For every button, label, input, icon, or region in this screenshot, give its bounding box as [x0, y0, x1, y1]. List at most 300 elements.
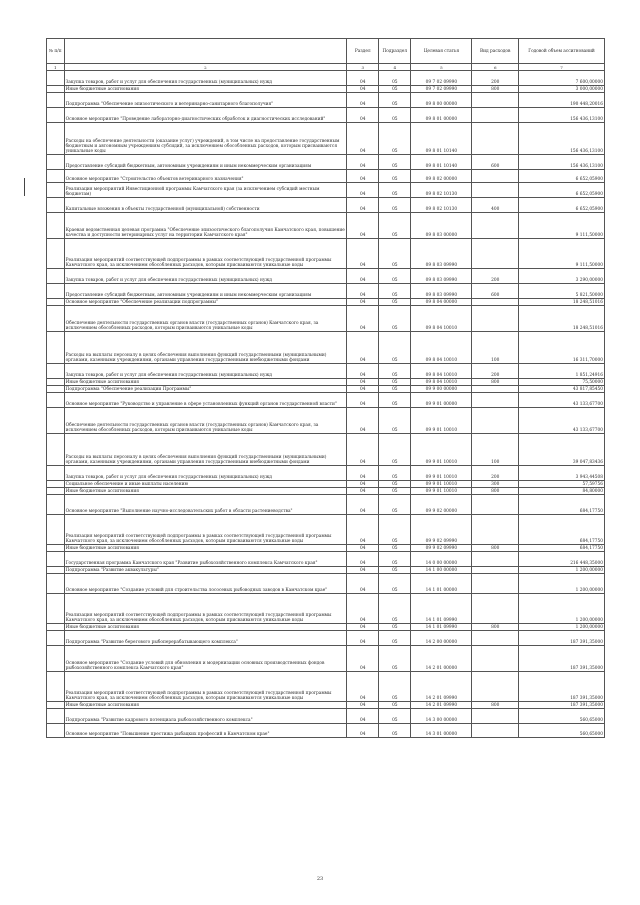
row-index-cell [47, 481, 65, 488]
row-vr-cell [472, 183, 519, 198]
row-vr-cell: 200 [472, 269, 519, 284]
row-sum-cell: 3 290,00000 [519, 269, 605, 284]
row-sum-cell: 6 652,05900 [519, 183, 605, 198]
row-csr-cell: 14 2 01 09990 [411, 672, 472, 702]
table-row [47, 379, 605, 386]
row-podrazdel-cell: 05 [379, 239, 411, 269]
row-csr-cell: 14 1 00 00000 [411, 567, 472, 574]
row-csr-cell: 09 9 02 09990 [411, 545, 472, 552]
row-name-cell: Закупка товаров, работ и услуг для обеспечения государственных (муниципальных) нужд [64, 269, 347, 284]
row-sum-cell: 1 200,00000 [519, 567, 605, 574]
row-vr-cell: 200 [472, 71, 519, 86]
row-index-cell [47, 213, 65, 239]
page-number: 23 [316, 876, 324, 882]
row-index-cell [47, 408, 65, 434]
row-podrazdel-cell: 05 [379, 170, 411, 183]
row-name-cell: Реализация мероприятий соответствующей подпрограммы в рамках соответствующей государственной программы Камчатского края, за исключением обособленных расходов, которым присваиваются уникальные коды [64, 594, 347, 624]
row-index-cell [47, 155, 65, 170]
row-sum-cell: 6 652,05900 [519, 170, 605, 183]
row-razdel-cell: 04 [347, 646, 379, 672]
header-razdel: Раздел [347, 39, 379, 64]
table-row [47, 393, 605, 408]
row-razdel-cell: 04 [347, 170, 379, 183]
row-index-cell [47, 123, 65, 155]
row-podrazdel-cell: 05 [379, 386, 411, 393]
table-row [47, 213, 605, 239]
row-vr-cell [472, 93, 519, 108]
row-index-cell [47, 624, 65, 631]
row-csr-cell: 09 9 01 10010 [411, 434, 472, 466]
row-csr-cell: 09 9 00 00000 [411, 386, 472, 393]
row-razdel-cell: 04 [347, 466, 379, 481]
table-row [47, 93, 605, 108]
row-sum-cell: 1 200,00000 [519, 594, 605, 624]
row-index-cell [47, 567, 65, 574]
row-razdel-cell: 04 [347, 284, 379, 299]
row-sum-cell: 43 817,85450 [519, 386, 605, 393]
row-razdel-cell: 04 [347, 155, 379, 170]
row-csr-cell: 09 8 03 09990 [411, 284, 472, 299]
row-razdel-cell: 04 [347, 86, 379, 93]
row-razdel-cell: 04 [347, 198, 379, 213]
row-razdel-cell: 04 [347, 213, 379, 239]
row-vr-cell [472, 239, 519, 269]
row-razdel-cell: 04 [347, 269, 379, 284]
row-vr-cell [472, 567, 519, 574]
row-razdel-cell: 04 [347, 552, 379, 567]
header-csr: Целевая статья [411, 39, 472, 64]
row-sum-cell: 216 448,35000 [519, 552, 605, 567]
table-body [47, 71, 605, 738]
table-row [47, 594, 605, 624]
row-index-cell [47, 552, 65, 567]
row-razdel-cell: 04 [347, 386, 379, 393]
row-vr-cell: 800 [472, 379, 519, 386]
row-csr-cell: 14 3 00 00000 [411, 709, 472, 724]
row-vr-cell [472, 631, 519, 646]
row-csr-cell: 09 9 02 09990 [411, 515, 472, 545]
table-row [47, 155, 605, 170]
row-sum-cell: 7 600,00000 [519, 71, 605, 86]
row-name-cell: Иные бюджетные ассигнования [64, 379, 347, 386]
row-name-cell: Краевая ведомственная целевая программа "Обеспечение эпизоотического благополучия Камчатского края, повышение качества и доступности ветеринарных услуг на территории Камчатского края" [64, 213, 347, 239]
column-number: 4 [379, 64, 411, 71]
row-name-cell: Иные бюджетные ассигнования [64, 545, 347, 552]
table-row [47, 702, 605, 709]
row-vr-cell: 800 [472, 624, 519, 631]
row-name-cell: Расходы на выплаты персоналу в целях обеспечения выполнения функций государственными (муниципальными) органами, казенными учреждениями, органами управления государственными внебюджетными фондами [64, 434, 347, 466]
row-podrazdel-cell: 05 [379, 574, 411, 594]
row-name-cell: Подпрограмма "Обеспечение реализации Программы" [64, 386, 347, 393]
row-index-cell [47, 724, 65, 738]
row-razdel-cell: 04 [347, 709, 379, 724]
row-vr-cell [472, 170, 519, 183]
row-podrazdel-cell: 05 [379, 284, 411, 299]
row-name-cell: Основное мероприятие "Строительство объектов ветеринарного назначения" [64, 170, 347, 183]
row-csr-cell: 09 9 01 00000 [411, 393, 472, 408]
row-index-cell [47, 93, 65, 108]
row-vr-cell [472, 574, 519, 594]
row-index-cell [47, 574, 65, 594]
row-csr-cell: 09 8 02 10130 [411, 183, 472, 198]
row-name-cell: Подпрограмма "Обеспечение эпизоотического и ветеринарно-санитарного благополучия" [64, 93, 347, 108]
row-razdel-cell: 04 [347, 379, 379, 386]
table-row [47, 567, 605, 574]
row-podrazdel-cell: 05 [379, 198, 411, 213]
row-csr-cell: 09 8 03 09990 [411, 269, 472, 284]
row-csr-cell: 14 2 01 09990 [411, 702, 472, 709]
row-index-cell [47, 108, 65, 123]
row-razdel-cell: 04 [347, 393, 379, 408]
row-podrazdel-cell: 05 [379, 306, 411, 332]
row-name-cell: Подпрограмма "Развитие кадрового потенциала рыбохозяйственного комплекса" [64, 709, 347, 724]
table-row [47, 481, 605, 488]
column-number: 7 [519, 64, 605, 71]
row-name-cell: Основное мероприятие "Повышение престижа рыбацких профессий в Камчатском крае" [64, 724, 347, 738]
table-row [47, 672, 605, 702]
row-razdel-cell: 04 [347, 567, 379, 574]
row-vr-cell: 800 [472, 702, 519, 709]
row-csr-cell: 14 1 01 09990 [411, 624, 472, 631]
row-podrazdel-cell: 05 [379, 672, 411, 702]
column-number: 2 [64, 64, 347, 71]
table-row [47, 434, 605, 466]
row-index-cell [47, 488, 65, 495]
row-sum-cell: 156 436,13100 [519, 155, 605, 170]
row-name-cell: Расходы на выплаты персоналу в целях обеспечения выполнения функций государственными (муниципальными) органами, казенными учреждениями, органами управления государственными внебюджетными фондами [64, 332, 347, 364]
budget-table [46, 38, 605, 738]
row-razdel-cell: 04 [347, 93, 379, 108]
row-index-cell [47, 364, 65, 379]
column-number: 5 [411, 64, 472, 71]
table-row [47, 709, 605, 724]
row-razdel-cell: 04 [347, 624, 379, 631]
row-index-cell [47, 170, 65, 183]
row-name-cell: Иные бюджетные ассигнования [64, 488, 347, 495]
row-csr-cell: 14 2 00 00000 [411, 631, 472, 646]
row-vr-cell [472, 646, 519, 672]
row-razdel-cell: 04 [347, 434, 379, 466]
row-razdel-cell: 04 [347, 332, 379, 364]
row-podrazdel-cell: 05 [379, 646, 411, 672]
column-number: 6 [472, 64, 519, 71]
row-vr-cell [472, 123, 519, 155]
row-index-cell [47, 379, 65, 386]
row-vr-cell: 800 [472, 488, 519, 495]
row-razdel-cell: 04 [347, 364, 379, 379]
row-sum-cell: 9 111,50000 [519, 239, 605, 269]
row-index-cell [47, 495, 65, 515]
row-name-cell: Основное мероприятие "Проведение лабораторно-диагностических обработок и диагностических исследований" [64, 108, 347, 123]
row-podrazdel-cell: 05 [379, 93, 411, 108]
table-row [47, 108, 605, 123]
row-sum-cell: 684,17750 [519, 545, 605, 552]
row-name-cell: Основное мероприятие "Обеспечение реализации подпрограммы" [64, 299, 347, 306]
row-csr-cell: 09 9 01 10010 [411, 488, 472, 495]
row-name-cell: Основное мероприятие "Выполнение научно-исследовательских работ в области растениеводства" [64, 495, 347, 515]
row-index-cell [47, 545, 65, 552]
row-vr-cell [472, 386, 519, 393]
row-csr-cell: 09 8 01 10140 [411, 155, 472, 170]
row-name-cell: Предоставление субсидий бюджетным, автономным учреждениям и иным некоммерческим организациям [64, 284, 347, 299]
row-csr-cell: 09 8 02 00000 [411, 170, 472, 183]
row-index-cell [47, 594, 65, 624]
table-header-row [47, 39, 605, 64]
row-csr-cell: 09 8 01 10140 [411, 123, 472, 155]
row-index-cell [47, 515, 65, 545]
header-podrazdel: Подраздел [379, 39, 411, 64]
row-csr-cell: 14 3 01 00000 [411, 724, 472, 738]
row-podrazdel-cell: 05 [379, 481, 411, 488]
table-row [47, 724, 605, 738]
row-csr-cell: 09 8 04 00000 [411, 299, 472, 306]
row-index-cell [47, 269, 65, 284]
row-name-cell: Подпрограмма "Развитие аквакультуры" [64, 567, 347, 574]
row-podrazdel-cell: 05 [379, 269, 411, 284]
row-razdel-cell: 04 [347, 108, 379, 123]
row-index-cell [47, 284, 65, 299]
row-sum-cell: 684,17750 [519, 515, 605, 545]
row-vr-cell: 600 [472, 155, 519, 170]
table-row [47, 364, 605, 379]
row-razdel-cell: 04 [347, 631, 379, 646]
row-razdel-cell: 04 [347, 574, 379, 594]
row-index-cell [47, 71, 65, 86]
row-podrazdel-cell: 05 [379, 567, 411, 574]
table-row [47, 631, 605, 646]
row-sum-cell: 187 391,35000 [519, 702, 605, 709]
row-csr-cell: 09 9 01 10010 [411, 466, 472, 481]
row-podrazdel-cell: 05 [379, 108, 411, 123]
row-vr-cell: 600 [472, 284, 519, 299]
table-row [47, 488, 605, 495]
row-index-cell [47, 198, 65, 213]
row-index-cell [47, 299, 65, 306]
row-podrazdel-cell: 05 [379, 86, 411, 93]
table-row [47, 408, 605, 434]
row-csr-cell: 09 9 01 10010 [411, 481, 472, 488]
row-vr-cell [472, 709, 519, 724]
row-index-cell [47, 386, 65, 393]
row-vr-cell [472, 552, 519, 567]
row-vr-cell: 200 [472, 466, 519, 481]
row-vr-cell [472, 594, 519, 624]
row-index-cell [47, 466, 65, 481]
row-name-cell: Закупка товаров, работ и услуг для обеспечения государственных (муниципальных) нужд [64, 71, 347, 86]
row-csr-cell: 09 9 01 10010 [411, 408, 472, 434]
row-index-cell [47, 239, 65, 269]
row-podrazdel-cell: 05 [379, 495, 411, 515]
row-podrazdel-cell: 05 [379, 408, 411, 434]
row-podrazdel-cell: 05 [379, 155, 411, 170]
row-razdel-cell: 04 [347, 239, 379, 269]
row-razdel-cell: 04 [347, 481, 379, 488]
table-row [47, 284, 605, 299]
row-razdel-cell: 04 [347, 488, 379, 495]
row-index-cell [47, 393, 65, 408]
row-sum-cell: 3 943,44508 [519, 466, 605, 481]
row-podrazdel-cell: 05 [379, 702, 411, 709]
row-sum-cell: 18 248,51016 [519, 299, 605, 306]
row-razdel-cell: 04 [347, 306, 379, 332]
row-csr-cell: 09 8 02 10130 [411, 198, 472, 213]
row-razdel-cell: 04 [347, 408, 379, 434]
row-index-cell [47, 631, 65, 646]
row-sum-cell: 9 111,50000 [519, 213, 605, 239]
row-sum-cell: 156 436,13100 [519, 123, 605, 155]
row-vr-cell [472, 495, 519, 515]
table-row [47, 198, 605, 213]
row-sum-cell: 84,80000 [519, 488, 605, 495]
row-podrazdel-cell: 05 [379, 724, 411, 738]
row-podrazdel-cell: 05 [379, 594, 411, 624]
row-name-cell: Закупка товаров, работ и услуг для обеспечения государственных (муниципальных) нужд [64, 364, 347, 379]
row-sum-cell: 43 133,67700 [519, 393, 605, 408]
row-name-cell: Реализация мероприятий соответствующей подпрограммы в рамках соответствующей государственной программы Камчатского края, за исключением обособленных расходов, которым присваиваются уникальные коды [64, 239, 347, 269]
row-razdel-cell: 04 [347, 724, 379, 738]
row-razdel-cell: 04 [347, 495, 379, 515]
row-sum-cell: 6 652,05900 [519, 198, 605, 213]
row-name-cell: Государственная программа Камчатского края "Развитие рыбохозяйственного комплекса Камчатского края" [64, 552, 347, 567]
row-razdel-cell: 04 [347, 672, 379, 702]
row-index-cell [47, 709, 65, 724]
column-numbers-row [47, 64, 605, 71]
row-sum-cell: 75,50000 [519, 379, 605, 386]
table-row [47, 299, 605, 306]
row-csr-cell: 14 2 01 00000 [411, 646, 472, 672]
row-name-cell: Обеспечение деятельности государственных органов власти (государственных органов) Камчатского края, за исключением обособленных расходов, которым присваиваются уникальные коды [64, 306, 347, 332]
row-csr-cell: 14 0 00 00000 [411, 552, 472, 567]
column-number: 1 [47, 64, 65, 71]
header-name [64, 39, 347, 64]
row-name-cell: Капитальные вложения в объекты государственной (муниципальной) собственности [64, 198, 347, 213]
row-podrazdel-cell: 05 [379, 552, 411, 567]
table-row [47, 306, 605, 332]
row-sum-cell: 3 000,00000 [519, 86, 605, 93]
row-index-cell [47, 332, 65, 364]
row-razdel-cell: 04 [347, 702, 379, 709]
row-name-cell: Закупка товаров, работ и услуг для обеспечения государственных (муниципальных) нужд [64, 466, 347, 481]
row-podrazdel-cell: 05 [379, 515, 411, 545]
row-name-cell: Иные бюджетные ассигнования [64, 86, 347, 93]
column-number: 3 [347, 64, 379, 71]
table-row [47, 466, 605, 481]
row-index-cell [47, 183, 65, 198]
row-vr-cell [472, 408, 519, 434]
table-row [47, 386, 605, 393]
row-vr-cell: 800 [472, 545, 519, 552]
row-podrazdel-cell: 05 [379, 364, 411, 379]
row-csr-cell: 09 7 02 09990 [411, 71, 472, 86]
row-csr-cell: 09 8 04 10010 [411, 379, 472, 386]
row-sum-cell: 5 821,50000 [519, 284, 605, 299]
row-vr-cell [472, 108, 519, 123]
row-csr-cell: 09 7 02 09990 [411, 86, 472, 93]
row-razdel-cell: 04 [347, 594, 379, 624]
row-podrazdel-cell: 05 [379, 709, 411, 724]
row-razdel-cell: 04 [347, 545, 379, 552]
row-sum-cell: 187 391,35000 [519, 672, 605, 702]
table-row [47, 123, 605, 155]
row-sum-cell: 560,65000 [519, 709, 605, 724]
row-vr-cell: 400 [472, 198, 519, 213]
row-vr-cell: 100 [472, 332, 519, 364]
row-sum-cell: 39 047,83436 [519, 434, 605, 466]
row-sum-cell: 16 311,70000 [519, 332, 605, 364]
row-razdel-cell: 04 [347, 71, 379, 86]
row-vr-cell: 100 [472, 434, 519, 466]
row-name-cell: Основное мероприятие "Создание условий для строительства лососевых рыбоводных заводов в Камчатском крае" [64, 574, 347, 594]
margin-mark [24, 178, 25, 196]
table-row [47, 624, 605, 631]
row-podrazdel-cell: 05 [379, 624, 411, 631]
row-csr-cell: 14 1 01 00000 [411, 574, 472, 594]
row-csr-cell: 09 9 02 00000 [411, 495, 472, 515]
row-name-cell: Социальное обеспечение и иные выплаты населению [64, 481, 347, 488]
row-name-cell: Обеспечение деятельности государственных органов власти (государственных органов) Камчатского края, за исключением обособленных расходов, которым присваиваются уникальные коды [64, 408, 347, 434]
row-podrazdel-cell: 05 [379, 488, 411, 495]
table-row [47, 71, 605, 86]
row-index-cell [47, 86, 65, 93]
row-podrazdel-cell: 05 [379, 393, 411, 408]
row-podrazdel-cell: 05 [379, 631, 411, 646]
row-csr-cell: 14 1 01 09990 [411, 594, 472, 624]
row-name-cell: Иные бюджетные ассигнования [64, 702, 347, 709]
row-name-cell: Предоставление субсидий бюджетным, автономным учреждениям и иным некоммерческим организациям [64, 155, 347, 170]
row-index-cell [47, 306, 65, 332]
row-name-cell: Подпрограмма "Развитие берегового рыбоперерабатывающего комплекса" [64, 631, 347, 646]
row-sum-cell: 560,65000 [519, 724, 605, 738]
row-podrazdel-cell: 05 [379, 379, 411, 386]
row-podrazdel-cell: 05 [379, 466, 411, 481]
table-row [47, 332, 605, 364]
row-vr-cell [472, 515, 519, 545]
row-sum-cell: 1 200,00000 [519, 574, 605, 594]
row-csr-cell: 09 8 04 10010 [411, 306, 472, 332]
row-sum-cell: 18 248,51016 [519, 306, 605, 332]
row-name-cell: Основное мероприятие "Руководство и управление в сфере установленных функций органов государственной власти" [64, 393, 347, 408]
row-sum-cell: 684,17750 [519, 495, 605, 515]
row-csr-cell: 09 8 04 10010 [411, 332, 472, 364]
row-razdel-cell: 04 [347, 299, 379, 306]
header-no: № п/п [47, 39, 65, 64]
row-vr-cell: 200 [472, 364, 519, 379]
row-sum-cell: 43 133,67700 [519, 408, 605, 434]
row-sum-cell: 187 391,35000 [519, 646, 605, 672]
row-podrazdel-cell: 05 [379, 183, 411, 198]
row-razdel-cell: 04 [347, 183, 379, 198]
row-index-cell [47, 702, 65, 709]
row-index-cell [47, 646, 65, 672]
table-row [47, 170, 605, 183]
row-vr-cell: 800 [472, 86, 519, 93]
row-name-cell: Иные бюджетные ассигнования [64, 624, 347, 631]
table-row [47, 515, 605, 545]
row-podrazdel-cell: 05 [379, 123, 411, 155]
row-csr-cell: 09 8 03 00000 [411, 213, 472, 239]
table-row [47, 646, 605, 672]
table-row [47, 545, 605, 552]
row-vr-cell: 300 [472, 481, 519, 488]
row-podrazdel-cell: 05 [379, 545, 411, 552]
row-csr-cell: 09 8 04 10010 [411, 364, 472, 379]
row-razdel-cell: 04 [347, 515, 379, 545]
row-name-cell: Расходы на обеспечение деятельности (оказание услуг) учреждений, в том числе на предоставление государственным бюджетным и автономным учреждениям субсидий, за исключением обособленных расходов, которым присваиваются уникальные коды [64, 123, 347, 155]
row-vr-cell [472, 299, 519, 306]
row-vr-cell [472, 213, 519, 239]
row-name-cell: Основное мероприятие "Создание условий для обновления и модернизации основных производственных фондов рыбохозяйственного комплекса Камчатского края" [64, 646, 347, 672]
row-index-cell [47, 434, 65, 466]
